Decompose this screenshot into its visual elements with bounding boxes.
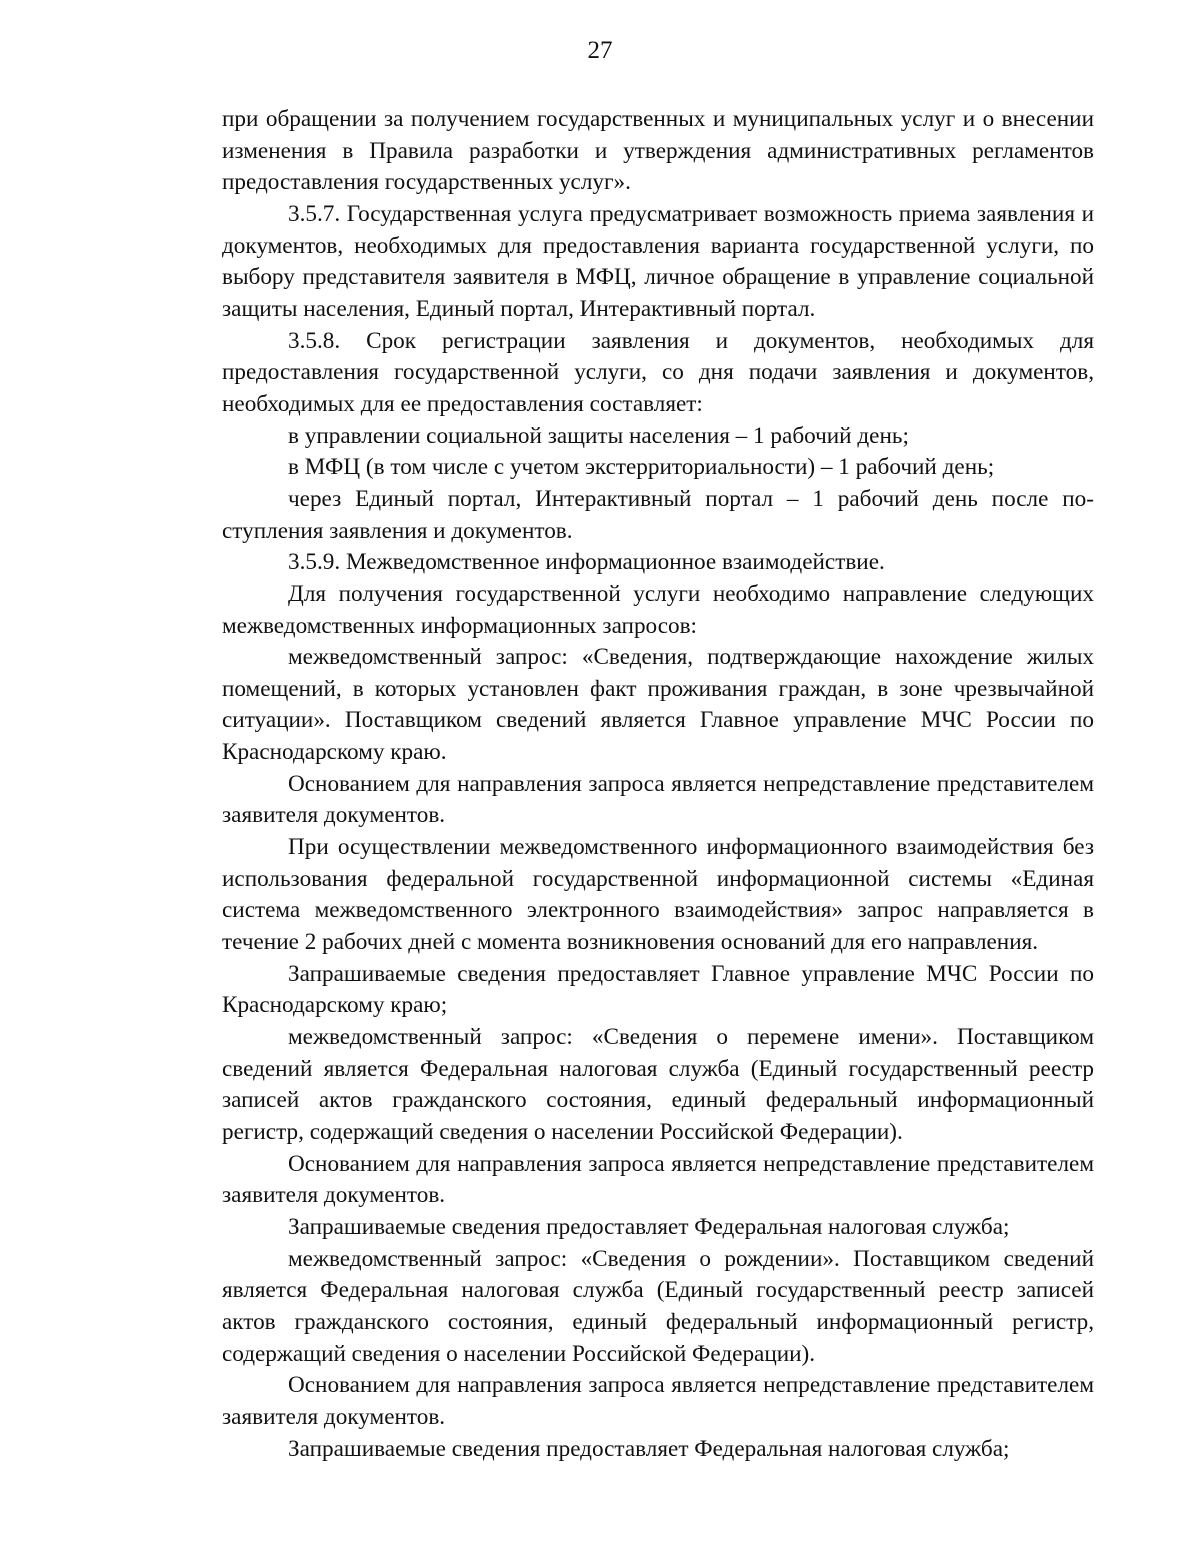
body-text — [222, 104, 1094, 1465]
paragraph: через Единый портал, Интерактивный портал – 1 рабочий день после поступления заявления и документов. — [222, 485, 1094, 544]
paragraph: в управлении социальной защиты населения – 1 рабочий день; — [288, 422, 909, 449]
page-number: 27 — [587, 37, 613, 64]
paragraph: межведомственный запрос: «Сведения, подтверждающие нахождение жилых помещений, в которых установлен факт проживания граждан, в зоне чрезвычайной ситуации». Поставщиком сведений является Главное управление МЧС России по Краснодарскому краю. — [222, 644, 1094, 766]
paragraph: при обращении за получением государственных и муниципальных услуг и о внесении изменения в Правила разработки и утверждения административных регламентов предоставления государственных услуг». — [222, 106, 1094, 196]
paragraph: межведомственный запрос: «Сведения о рождении». Поставщиком сведений является Федеральная налоговая служба (Единый государственный реестр записей актов гражданского состояния, единый федеральный информационный регистр, содержащий сведения о населении Российской Федерации). — [222, 1245, 1094, 1367]
paragraph: 3.5.9. Межведомственное информационное взаимодействие. — [288, 549, 885, 576]
paragraph: Запрашиваемые сведения предоставляет Федеральная налоговая служба; — [288, 1435, 1010, 1462]
paragraph: При осуществлении межведомственного информационного взаимодействия без использования федеральной государственной информационной системы «Единая система межведомственного электронного взаимодействия» запрос направляется в течение 2 рабочих дней с момента возникновения оснований для его направления. — [222, 834, 1094, 956]
paragraph: 3.5.7. Государственная услуга предусматривает возможность приема заявления и документов, необходимых для предоставления варианта государственной услуги, по выбору представителя заявителя в МФЦ, личное обращение в управление социальной защиты населения, Единый портал, Интерактивный портал. — [222, 200, 1094, 322]
paragraph: Для получения государственной услуги необходимо направление следующих межведомственных информационных запросов: — [222, 580, 1094, 639]
paragraph: 3.5.8. Срок регистрации заявления и документов, необходимых для предоставления государственной услуги, со дня подачи заявления и документов, необходимых для ее предоставления составляет: — [222, 327, 1094, 417]
paragraph: межведомственный запрос: «Сведения о перемене имени». Поставщиком сведений является Федеральная налоговая служба (Единый государственный реестр записей актов гражданского состояния, единый федеральный информационный регистр, содержащий сведения о населении Российской Федерации). — [222, 1024, 1094, 1145]
paragraph: Основанием для направления запроса является непредставление представителем заявителя документов. — [222, 1372, 1094, 1430]
paragraph: Запрашиваемые сведения предоставляет Федеральная налоговая служба; — [288, 1213, 1010, 1240]
paragraph: Запрашиваемые сведения предоставляет Главное управление МЧС России по Краснодарскому краю; — [222, 960, 1094, 1019]
paragraph: Основанием для направления запроса является непредставление представителем заявителя документов. — [222, 770, 1094, 829]
paragraph: в МФЦ (в том числе с учетом экстерриториальности) – 1 рабочий день; — [288, 454, 995, 481]
paragraph: Основанием для направления запроса является непредставление представителем заявителя документов. — [222, 1150, 1094, 1209]
